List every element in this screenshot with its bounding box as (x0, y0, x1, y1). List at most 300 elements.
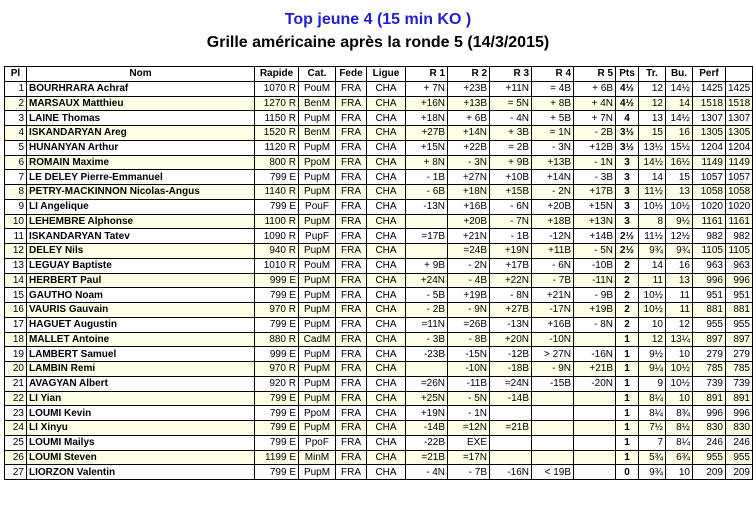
table-row (5, 347, 753, 362)
round-2-cell: + 6B (448, 111, 490, 126)
league-cell: CHA (367, 273, 406, 288)
name-cell: LE DELEY Pierre-Emmanuel (27, 170, 255, 185)
round-3-cell (490, 406, 532, 421)
points-cell: 2 (616, 258, 639, 273)
category-cell: PpoM (299, 155, 336, 170)
round-2-cell: +27N (448, 170, 490, 185)
round-1-cell: =17B (406, 229, 448, 244)
performance-2-cell: 891 (726, 391, 753, 406)
table-row (5, 140, 753, 155)
round-4-cell: -12N (532, 229, 574, 244)
performance-2-cell: 955 (726, 450, 753, 465)
round-5-cell: +15N (574, 199, 616, 214)
round-5-cell: - 8N (574, 317, 616, 332)
league-cell: CHA (367, 450, 406, 465)
performance-2-cell: 996 (726, 406, 753, 421)
rating-cell: 920 R (255, 376, 299, 391)
round-5-cell: -10B (574, 258, 616, 273)
league-cell: CHA (367, 185, 406, 200)
federation-cell: FRA (336, 155, 367, 170)
place-cell: 1 (5, 81, 27, 96)
performance-2-cell: 1058 (726, 185, 753, 200)
tiebreak-bu-cell: 11 (666, 288, 693, 303)
points-cell: 0 (616, 465, 639, 480)
tiebreak-tr-cell: 9½ (639, 347, 666, 362)
tiebreak-bu-cell: 13 (666, 185, 693, 200)
tiebreak-bu-cell: 10½ (666, 376, 693, 391)
performance-2-cell: 1020 (726, 199, 753, 214)
tiebreak-bu-cell: 10½ (666, 199, 693, 214)
round-2-cell: =17N (448, 450, 490, 465)
tiebreak-bu-cell: 15½ (666, 140, 693, 155)
round-4-cell: +20B (532, 199, 574, 214)
table-row (5, 362, 753, 377)
round-4-cell: - 7B (532, 273, 574, 288)
table-row (5, 435, 753, 450)
table-row (5, 332, 753, 347)
performance-2-cell: 1149 (726, 155, 753, 170)
round-5-cell (574, 450, 616, 465)
place-cell: 2 (5, 96, 27, 111)
league-cell: CHA (367, 362, 406, 377)
name-cell: GAUTHO Noam (27, 288, 255, 303)
performance-2-cell: 279 (726, 347, 753, 362)
points-cell: 2 (616, 303, 639, 318)
performance-2-cell: 1105 (726, 244, 753, 259)
round-2-cell: =12N (448, 421, 490, 436)
round-2-cell: - 4B (448, 273, 490, 288)
performance-2-cell: 246 (726, 435, 753, 450)
league-cell: CHA (367, 96, 406, 111)
table-header-row (5, 67, 753, 82)
col-r4-header: R 4 (532, 67, 574, 82)
round-1-cell: - 3B (406, 332, 448, 347)
place-cell: 15 (5, 288, 27, 303)
tiebreak-tr-cell: 9 (639, 376, 666, 391)
round-2-cell: - 2N (448, 258, 490, 273)
rating-cell: 1140 R (255, 185, 299, 200)
round-4-cell: = 1N (532, 126, 574, 141)
round-2-cell: +18N (448, 185, 490, 200)
category-cell: PupM (299, 288, 336, 303)
table-row (5, 376, 753, 391)
performance-2-cell: 955 (726, 317, 753, 332)
points-cell: 3½ (616, 140, 639, 155)
points-cell: 1 (616, 450, 639, 465)
round-4-cell: = 4B (532, 81, 574, 96)
performance-cell: 897 (693, 332, 726, 347)
tiebreak-tr-cell: 14 (639, 170, 666, 185)
round-4-cell: +21N (532, 288, 574, 303)
round-4-cell (532, 391, 574, 406)
round-1-cell: =26N (406, 376, 448, 391)
table-row (5, 303, 753, 318)
tiebreak-tr-cell: 10½ (639, 303, 666, 318)
rating-cell: 1199 E (255, 450, 299, 465)
table-row (5, 288, 753, 303)
round-2-cell: +21N (448, 229, 490, 244)
league-cell: CHA (367, 406, 406, 421)
col-r3-header: R 3 (490, 67, 532, 82)
performance-cell: 739 (693, 376, 726, 391)
federation-cell: FRA (336, 273, 367, 288)
round-3-cell: - 8N (490, 288, 532, 303)
place-cell: 17 (5, 317, 27, 332)
performance-cell: 1105 (693, 244, 726, 259)
league-cell: CHA (367, 229, 406, 244)
round-5-cell: +13N (574, 214, 616, 229)
category-cell: PupM (299, 170, 336, 185)
tiebreak-tr-cell: 15 (639, 126, 666, 141)
round-3-cell: - 7N (490, 214, 532, 229)
round-3-cell: + 3B (490, 126, 532, 141)
name-cell: LAMBIN Remi (27, 362, 255, 377)
performance-cell: 1204 (693, 140, 726, 155)
federation-cell: FRA (336, 435, 367, 450)
category-cell: PouM (299, 81, 336, 96)
league-cell: CHA (367, 140, 406, 155)
performance-cell: 982 (693, 229, 726, 244)
tiebreak-tr-cell: 10½ (639, 199, 666, 214)
tiebreak-bu-cell: 8¾ (666, 406, 693, 421)
round-1-cell: +15N (406, 140, 448, 155)
place-cell: 10 (5, 214, 27, 229)
federation-cell: FRA (336, 214, 367, 229)
col-perf-header: Perf (693, 67, 726, 82)
tiebreak-bu-cell: 16½ (666, 155, 693, 170)
round-5-cell (574, 391, 616, 406)
performance-cell: 209 (693, 465, 726, 480)
performance-cell: 996 (693, 406, 726, 421)
federation-cell: FRA (336, 450, 367, 465)
round-3-cell: = 5N (490, 96, 532, 111)
col-r2-header: R 2 (448, 67, 490, 82)
round-1-cell: +18N (406, 111, 448, 126)
round-5-cell: +14B (574, 229, 616, 244)
table-row (5, 111, 753, 126)
name-cell: LI Yian (27, 391, 255, 406)
round-3-cell: +15B (490, 185, 532, 200)
performance-cell: 1161 (693, 214, 726, 229)
federation-cell: FRA (336, 362, 367, 377)
points-cell: 2½ (616, 244, 639, 259)
federation-cell: FRA (336, 199, 367, 214)
rating-cell: 1090 R (255, 229, 299, 244)
round-1-cell: +25N (406, 391, 448, 406)
place-cell: 14 (5, 273, 27, 288)
round-4-cell: -15B (532, 376, 574, 391)
category-cell: PupM (299, 465, 336, 480)
league-cell: CHA (367, 126, 406, 141)
rating-cell: 799 E (255, 435, 299, 450)
round-2-cell: =24B (448, 244, 490, 259)
round-2-cell: - 3N (448, 155, 490, 170)
col-pl-header: Pl (5, 67, 27, 82)
round-2-cell: +23B (448, 81, 490, 96)
performance-cell: 1425 (693, 81, 726, 96)
round-1-cell: -13N (406, 199, 448, 214)
performance-cell: 996 (693, 273, 726, 288)
round-5-cell: - 3B (574, 170, 616, 185)
tiebreak-bu-cell: 12½ (666, 229, 693, 244)
round-4-cell: +13B (532, 155, 574, 170)
points-cell: 1 (616, 435, 639, 450)
name-cell: MALLET Antoine (27, 332, 255, 347)
round-5-cell: +21B (574, 362, 616, 377)
performance-2-cell: 1425 (726, 81, 753, 96)
tiebreak-bu-cell: 13 (666, 273, 693, 288)
round-1-cell: - 6B (406, 185, 448, 200)
performance-2-cell: 897 (726, 332, 753, 347)
round-1-cell: +16N (406, 96, 448, 111)
place-cell: 11 (5, 229, 27, 244)
performance-cell: 881 (693, 303, 726, 318)
table-row (5, 199, 753, 214)
place-cell: 24 (5, 421, 27, 436)
tiebreak-tr-cell: 10½ (639, 288, 666, 303)
place-cell: 22 (5, 391, 27, 406)
round-2-cell: - 7B (448, 465, 490, 480)
performance-cell: 830 (693, 421, 726, 436)
table-row (5, 391, 753, 406)
round-1-cell: +27B (406, 126, 448, 141)
league-cell: CHA (367, 244, 406, 259)
place-cell: 5 (5, 140, 27, 155)
category-cell: PupM (299, 303, 336, 318)
place-cell: 16 (5, 303, 27, 318)
place-cell: 4 (5, 126, 27, 141)
points-cell: 1 (616, 376, 639, 391)
league-cell: CHA (367, 347, 406, 362)
performance-2-cell: 1518 (726, 96, 753, 111)
round-1-cell: - 2B (406, 303, 448, 318)
rating-cell: 1520 R (255, 126, 299, 141)
rating-cell: 1010 R (255, 258, 299, 273)
round-4-cell: +11B (532, 244, 574, 259)
round-2-cell: +22B (448, 140, 490, 155)
league-cell: CHA (367, 199, 406, 214)
round-2-cell: +14N (448, 126, 490, 141)
performance-2-cell: 982 (726, 229, 753, 244)
rating-cell: 800 R (255, 155, 299, 170)
round-3-cell: -14B (490, 391, 532, 406)
col-fede-header: Fede (336, 67, 367, 82)
round-4-cell (532, 435, 574, 450)
round-3-cell: -18B (490, 362, 532, 377)
name-cell: DELEY Nils (27, 244, 255, 259)
col-bu-header: Bu. (666, 67, 693, 82)
category-cell: PupM (299, 376, 336, 391)
table-row (5, 81, 753, 96)
round-4-cell: > 27N (532, 347, 574, 362)
place-cell: 20 (5, 362, 27, 377)
tiebreak-tr-cell: 9¾ (639, 465, 666, 480)
name-cell: LEGUAY Baptiste (27, 258, 255, 273)
tiebreak-bu-cell: 9¾ (666, 244, 693, 259)
performance-cell: 1057 (693, 170, 726, 185)
round-5-cell: -11N (574, 273, 616, 288)
federation-cell: FRA (336, 317, 367, 332)
round-2-cell: +19B (448, 288, 490, 303)
round-3-cell: - 4N (490, 111, 532, 126)
tiebreak-tr-cell: 9¼ (639, 362, 666, 377)
points-cell: 2 (616, 288, 639, 303)
place-cell: 21 (5, 376, 27, 391)
tiebreak-tr-cell: 12 (639, 332, 666, 347)
category-cell: PupM (299, 421, 336, 436)
points-cell: 3 (616, 199, 639, 214)
rating-cell: 970 R (255, 303, 299, 318)
round-4-cell: - 3N (532, 140, 574, 155)
points-cell: 1 (616, 391, 639, 406)
round-5-cell: +12B (574, 140, 616, 155)
round-4-cell: -10N (532, 332, 574, 347)
tiebreak-tr-cell: 14½ (639, 155, 666, 170)
place-cell: 9 (5, 199, 27, 214)
round-2-cell: - 8B (448, 332, 490, 347)
federation-cell: FRA (336, 347, 367, 362)
category-cell: PupM (299, 140, 336, 155)
round-5-cell (574, 332, 616, 347)
round-1-cell: =11N (406, 317, 448, 332)
category-cell: PupM (299, 214, 336, 229)
tiebreak-bu-cell: 11 (666, 303, 693, 318)
federation-cell: FRA (336, 170, 367, 185)
round-1-cell (406, 244, 448, 259)
name-cell: LIORZON Valentin (27, 465, 255, 480)
col-perf2-header (726, 67, 753, 82)
place-cell: 8 (5, 185, 27, 200)
round-4-cell (532, 406, 574, 421)
round-5-cell: +19B (574, 303, 616, 318)
round-1-cell: - 1B (406, 170, 448, 185)
table-row (5, 258, 753, 273)
rating-cell: 940 R (255, 244, 299, 259)
performance-cell: 1307 (693, 111, 726, 126)
name-cell: LOUMI Mailys (27, 435, 255, 450)
performance-2-cell: 996 (726, 273, 753, 288)
round-4-cell (532, 450, 574, 465)
place-cell: 6 (5, 155, 27, 170)
tiebreak-bu-cell: 14 (666, 96, 693, 111)
rating-cell: 799 E (255, 421, 299, 436)
category-cell: PupM (299, 317, 336, 332)
place-cell: 27 (5, 465, 27, 480)
rating-cell: 970 R (255, 362, 299, 377)
name-cell: AVAGYAN Albert (27, 376, 255, 391)
tiebreak-tr-cell: 11½ (639, 185, 666, 200)
col-ligue-header: Ligue (367, 67, 406, 82)
round-4-cell: + 5B (532, 111, 574, 126)
name-cell: VAURIS Gauvain (27, 303, 255, 318)
points-cell: 1 (616, 406, 639, 421)
federation-cell: FRA (336, 332, 367, 347)
round-1-cell: +24N (406, 273, 448, 288)
tiebreak-tr-cell: 8¼ (639, 391, 666, 406)
performance-cell: 1058 (693, 185, 726, 200)
points-cell: 1 (616, 347, 639, 362)
performance-cell: 1305 (693, 126, 726, 141)
category-cell: CadM (299, 332, 336, 347)
federation-cell: FRA (336, 258, 367, 273)
name-cell: MARSAUX Matthieu (27, 96, 255, 111)
tiebreak-bu-cell: 8¼ (666, 435, 693, 450)
round-1-cell: + 9B (406, 258, 448, 273)
table-row (5, 244, 753, 259)
points-cell: 3½ (616, 126, 639, 141)
performance-2-cell: 881 (726, 303, 753, 318)
points-cell: 1 (616, 332, 639, 347)
points-cell: 3 (616, 170, 639, 185)
points-cell: 4½ (616, 96, 639, 111)
round-3-cell: =21B (490, 421, 532, 436)
round-1-cell: - 5B (406, 288, 448, 303)
tiebreak-bu-cell: 12 (666, 317, 693, 332)
league-cell: CHA (367, 332, 406, 347)
rating-cell: 799 E (255, 170, 299, 185)
tiebreak-tr-cell: 12 (639, 81, 666, 96)
round-3-cell: -13N (490, 317, 532, 332)
round-1-cell: -23B (406, 347, 448, 362)
tiebreak-tr-cell: 10 (639, 317, 666, 332)
round-5-cell (574, 435, 616, 450)
performance-2-cell: 1057 (726, 170, 753, 185)
round-5-cell: -16N (574, 347, 616, 362)
table-row (5, 317, 753, 332)
rating-cell: 1100 R (255, 214, 299, 229)
round-4-cell: + 8B (532, 96, 574, 111)
tiebreak-bu-cell: 6¾ (666, 450, 693, 465)
federation-cell: FRA (336, 465, 367, 480)
name-cell: PETRY-MACKINNON Nicolas-Angus (27, 185, 255, 200)
table-row (5, 155, 753, 170)
rating-cell: 799 E (255, 391, 299, 406)
table-row (5, 185, 753, 200)
federation-cell: FRA (336, 244, 367, 259)
place-cell: 18 (5, 332, 27, 347)
points-cell: 2½ (616, 229, 639, 244)
round-5-cell: - 5N (574, 244, 616, 259)
round-1-cell: + 8N (406, 155, 448, 170)
col-r5-header: R 5 (574, 67, 616, 82)
round-2-cell: - 1N (448, 406, 490, 421)
tiebreak-bu-cell: 16 (666, 126, 693, 141)
category-cell: PupM (299, 244, 336, 259)
rating-cell: 799 E (255, 199, 299, 214)
rating-cell: 999 E (255, 347, 299, 362)
round-5-cell: -20N (574, 376, 616, 391)
performance-cell: 951 (693, 288, 726, 303)
round-3-cell: +20N (490, 332, 532, 347)
federation-cell: FRA (336, 126, 367, 141)
table-row (5, 465, 753, 480)
standings-table (4, 66, 753, 480)
round-1-cell (406, 362, 448, 377)
rating-cell: 999 E (255, 273, 299, 288)
round-5-cell (574, 406, 616, 421)
round-3-cell (490, 435, 532, 450)
category-cell: PupM (299, 111, 336, 126)
round-1-cell: -14B (406, 421, 448, 436)
points-cell: 4½ (616, 81, 639, 96)
federation-cell: FRA (336, 421, 367, 436)
rating-cell: 1120 R (255, 140, 299, 155)
round-1-cell: - 4N (406, 465, 448, 480)
round-1-cell: + 7N (406, 81, 448, 96)
tiebreak-bu-cell: 9½ (666, 214, 693, 229)
round-3-cell: +10B (490, 170, 532, 185)
name-cell: HERBERT Paul (27, 273, 255, 288)
